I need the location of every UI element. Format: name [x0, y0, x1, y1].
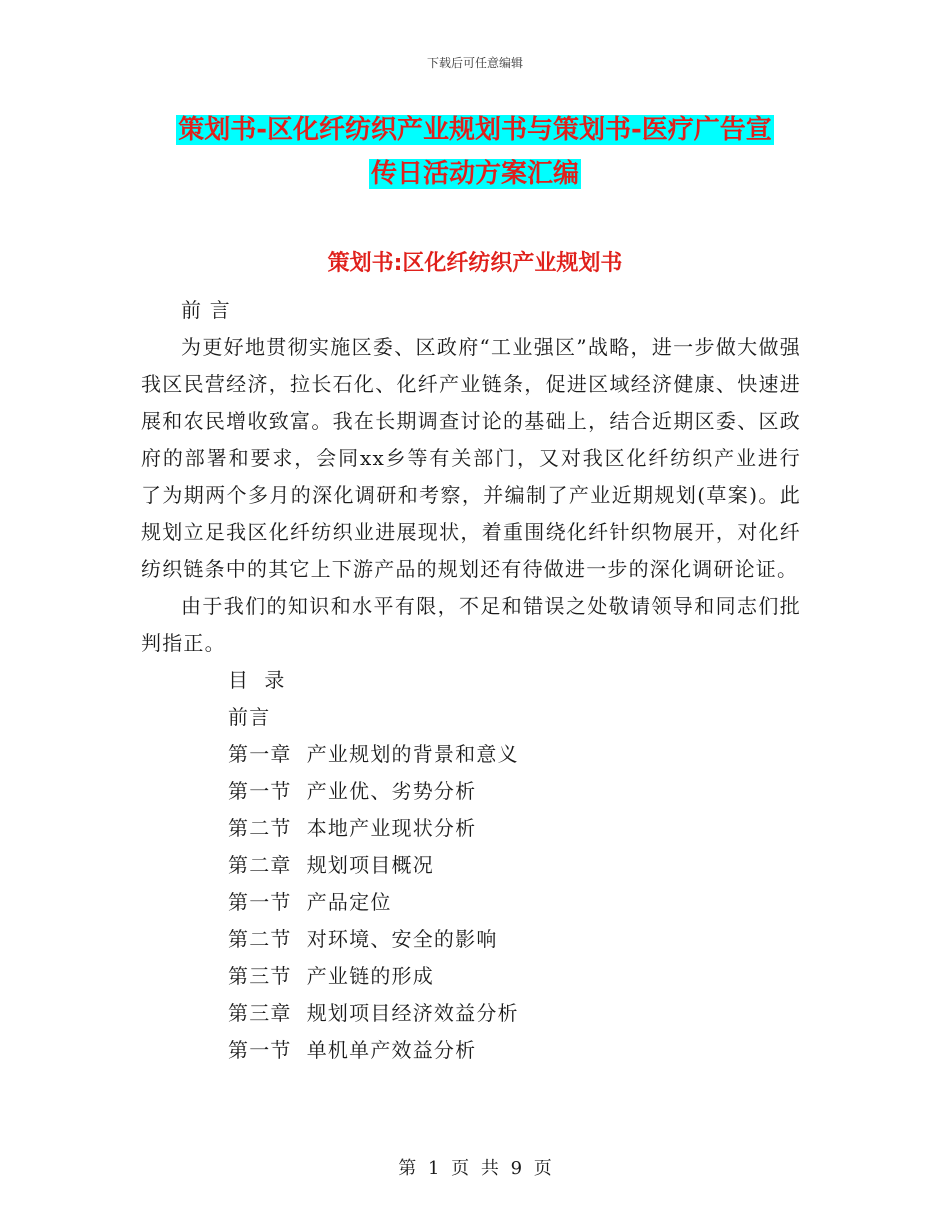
table-of-contents: [141, 662, 801, 1069]
page-number: 第 1 页 共 9 页: [398, 1158, 552, 1179]
body-paragraph: 由于我们的知识和水平有限，不足和错误之处敬请领导和同志们批判指正。: [141, 594, 801, 655]
toc-item: 第三章 规划项目经济效益分析: [228, 1001, 519, 1025]
document-title: [140, 108, 810, 196]
toc-heading: 目 录: [228, 668, 286, 692]
document-body: [141, 292, 801, 1069]
body-paragraph: 为更好地贯彻实施区委、区政府“工业强区”战略，进一步做大做强我区民营经济，拉长石化、化纤产业链条，促进区域经济健康、快速进展和农民增收致富。我在长期调查讨论的基础上，结合近期区委、区政府的部署和要求，会同xx乡等有关部门，又对我区化纤纺织产业进行了为期两个多月的深化调研和考察，并编制了产业近期规划(草案)。此规划立足我区化纤纺织业进展现状，着重围绕化纤针织物展开，对化纤纺织链条中的其它上下游产品的规划还有待做进一步的深化调研论证。: [141, 335, 801, 581]
document-title-line-1: 策划书-区化纤纺织产业规划书与策划书-医疗广告宣: [178, 115, 772, 145]
document-title-line-2: 传日活动方案汇编: [370, 159, 579, 189]
toc-item: 第二节 本地产业现状分析: [228, 816, 477, 840]
page-header-note: 下载后可任意编辑: [426, 56, 523, 70]
toc-item: 第二节 对环境、安全的影响: [228, 927, 498, 951]
toc-item: 第一节 单机单产效益分析: [228, 1038, 477, 1062]
toc-item: 第一节 产品定位: [228, 890, 392, 914]
toc-item: 第二章 规划项目概况: [228, 853, 434, 877]
toc-item: 第一节 产业优、劣势分析: [228, 779, 477, 803]
toc-item: 第三节 产业链的形成: [228, 964, 434, 988]
section-title: 策划书:区化纤纺织产业规划书: [327, 251, 623, 276]
preface-heading: 前 言: [181, 298, 231, 322]
toc-item: 第一章 产业规划的背景和意义: [228, 742, 519, 766]
toc-item: 前言: [228, 705, 271, 729]
